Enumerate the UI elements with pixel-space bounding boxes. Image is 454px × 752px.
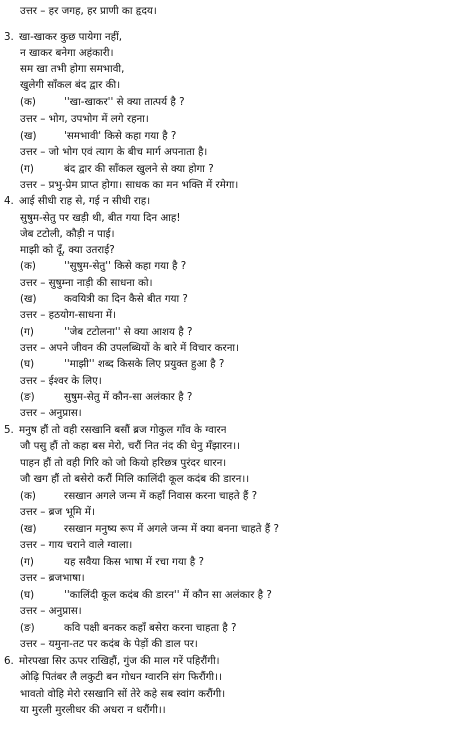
line-text: 'समभावी' किसे कहा गया है ? [64, 130, 177, 142]
text-line [20, 145, 207, 159]
question-number: 3. [4, 31, 14, 43]
text-line [20, 46, 114, 60]
line-text: जौ खग हौं तो बसेरो करौं मिलि कालिंदी कूल कदंब की डारन।। [20, 473, 250, 485]
text-line [20, 325, 192, 339]
line-text: ओढ़ि पितंबर लै लकुटी बन गोधन ग्वारनि संग फिरौंगी।। [20, 671, 222, 683]
text-line [20, 472, 249, 486]
sub-question-label: (ग) [20, 326, 34, 338]
text-line [20, 670, 222, 684]
line-text: उत्तर – अपने जीवन की उपलब्धियों के बारे में विचार करना। [20, 342, 239, 354]
line-text: न खाकर बनेगा अहंकारी। [20, 47, 114, 59]
line-text: जेब टटोली, कौड़ी न पाई। [20, 228, 115, 240]
text-line [20, 703, 166, 717]
text-line [20, 621, 237, 635]
line-text: कवयित्री का दिन कैसे बीत गया ? [64, 293, 188, 305]
text-line [20, 555, 204, 569]
line-text: यह सवैया किस भाषा में रचा गया है ? [64, 556, 204, 568]
sub-question-label: (घ) [20, 358, 35, 370]
line-text: उत्तर – गाय चराने वाले ग्वाला। [20, 539, 133, 551]
sub-question-label: (क) [20, 260, 36, 272]
text-line [20, 276, 152, 290]
text-line [20, 571, 85, 585]
text-line [20, 162, 214, 176]
line-text: उत्तर – ब्रजभाषा। [20, 572, 85, 584]
line-text: उत्तर – ईश्वर के लिए। [20, 375, 102, 387]
line-text: ''सुषुम-सेतु'' किसे कहा गया है ? [64, 260, 187, 272]
text-line [20, 341, 239, 355]
text-line [20, 522, 279, 536]
text-line [20, 604, 82, 618]
line-text: मोरपखा सिर ऊपर राखिहौं, गुंज की माल गरें पहिरौंगी। [19, 655, 220, 667]
line-text: सम खा तभी होगा समभावी, [20, 63, 125, 75]
text-line [20, 687, 225, 701]
text-line [20, 456, 226, 470]
line-text: उत्तर – ब्रज भूमि में। [20, 506, 95, 518]
text-line [20, 308, 116, 322]
line-text: ''कालिंदी कूल कदंब की डारन'' में कौन सा अलंकार है ? [64, 589, 272, 601]
line-text: ''जेब टटोलना'' से क्या आशय है ? [64, 326, 193, 338]
line-text: उत्तर – जो भोग एवं त्याग के बीच मार्ग अपनाता है। [20, 146, 208, 158]
text-line [20, 637, 198, 651]
text-line [20, 62, 124, 76]
text-line [20, 4, 157, 18]
line-text: ''माझी'' शब्द किसके लिए प्रयुक्त हुआ है ? [64, 358, 225, 370]
text-line [20, 243, 115, 257]
text-line [20, 211, 181, 225]
question-number: 4. [4, 195, 14, 207]
line-text: माझी को दूँ, क्या उतराई? [20, 244, 115, 256]
sub-question-label: (घ) [20, 589, 35, 601]
line-text: ''खा-खाकर'' से क्या तात्पर्य है ? [64, 96, 185, 108]
line-text: उत्तर – प्रभु-प्रेम प्राप्त होगा। साधक का मन भक्ति में रमेगा। [20, 179, 239, 191]
question-number: 5. [4, 424, 14, 436]
text-line [20, 259, 186, 273]
text-line [4, 194, 150, 208]
text-line [20, 439, 240, 453]
text-line [4, 654, 220, 668]
line-text: खुलेगी साँकल बंद द्वार की। [20, 79, 121, 91]
text-line [20, 178, 238, 192]
line-text: उत्तर – हर जगह, हर प्राणी का हृदय। [20, 5, 157, 17]
text-line [4, 423, 226, 437]
text-line [20, 78, 120, 92]
question-number: 6. [4, 655, 14, 667]
line-text: उत्तर – यमुना-तट पर कदंब के पेड़ों की डाल पर। [20, 638, 198, 650]
text-line [20, 95, 185, 109]
line-text: सुषुम-सेतु में कौन-सा अलंकार है ? [64, 391, 193, 403]
line-text: सुषुम-सेतु पर खड़ी थी, बीत गया दिन आह! [20, 212, 181, 224]
sub-question-label: (क) [20, 96, 36, 108]
text-line [20, 538, 132, 552]
line-text: उत्तर – भोग, उपभोग में लगे रहना। [20, 113, 149, 125]
line-text: या मुरली मुरलीधर की अधरा न धरौंगी।। [20, 704, 166, 716]
sub-question-label: (ख) [20, 130, 37, 142]
text-line [4, 30, 122, 44]
line-text: जौ पसु हौं तो कहा बस मेरो, चरौं नित नंद की धेनु मँझारन।। [20, 440, 241, 452]
line-text: कवि पक्षी बनकर कहाँ बसेरा करना चाहता है ? [64, 622, 237, 634]
line-text: रसखान अगले जन्म में कहाँ निवास करना चाहते हैं ? [64, 490, 258, 502]
line-text: उत्तर – अनुप्रास। [20, 407, 82, 419]
text-line [20, 227, 115, 241]
sub-question-label: (ग) [20, 163, 34, 175]
line-text: बंद द्वार की साँकल खुलने से क्या होगा ? [64, 163, 214, 175]
text-line [20, 112, 149, 126]
text-line [20, 357, 224, 371]
text-line [20, 390, 192, 404]
sub-question-label: (ङ) [20, 391, 35, 403]
text-line [20, 129, 176, 143]
text-line [20, 406, 82, 420]
line-text: पाहन हौं तो वही गिरि को जो कियो हरिछत्र पुरंदर धारन। [20, 457, 227, 469]
line-text: रसखान मनुष्य रूप में अगले जन्म में क्या बनना चाहते हैं ? [64, 523, 279, 535]
text-line [20, 505, 95, 519]
sub-question-label: (क) [20, 490, 36, 502]
line-text: उत्तर – सुषुम्ना नाड़ी की साधना को। [20, 277, 153, 289]
line-text: उत्तर – हठयोग-साधना में। [20, 309, 116, 321]
sub-question-label: (ङ) [20, 622, 35, 634]
text-line [20, 489, 257, 503]
line-text: उत्तर – अनुप्रास। [20, 605, 82, 617]
line-text: खा-खाकर कुछ पायेगा नहीं, [19, 31, 123, 43]
line-text: भावतो वोहि मेरो रसखानि सों तेरे कहे सब स्वांग करौंगी। [20, 688, 226, 700]
sub-question-label: (ख) [20, 293, 37, 305]
text-line [20, 292, 188, 306]
text-line [20, 588, 272, 602]
line-text: मनुष हौं तो वही रसखानि बसौं ब्रज गोकुल गाँव के ग्वारन [19, 424, 227, 436]
line-text: आई सीधी राह से, गई न सीधी राह। [19, 195, 151, 207]
sub-question-label: (ग) [20, 556, 34, 568]
sub-question-label: (ख) [20, 523, 37, 535]
text-line [20, 374, 102, 388]
